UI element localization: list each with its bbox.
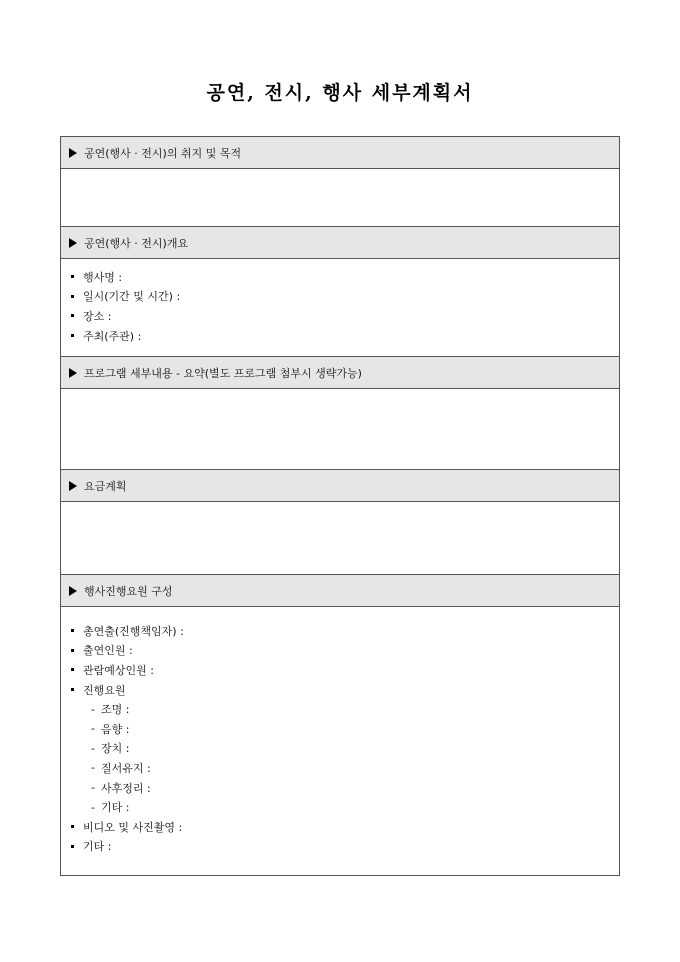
section-body-program (61, 389, 619, 470)
sub-list-item: - 음향 : (91, 722, 130, 736)
list-item: 진행요원 (71, 680, 184, 700)
list-item: 출연인원 : (71, 641, 184, 661)
sub-list-item: - 질서유지 : (91, 761, 151, 775)
sub-list-item: - 장치 : (91, 741, 130, 756)
bullet-icon (71, 314, 74, 317)
section-header-program (61, 356, 619, 389)
triangle-icon (69, 481, 77, 491)
bullet-icon (71, 295, 74, 298)
bullet-icon (71, 825, 74, 828)
bullet-icon (71, 629, 74, 632)
list-item: 비디오 및 사진촬영 : (71, 817, 184, 837)
triangle-icon (69, 148, 77, 158)
plan-form (60, 136, 620, 876)
list-item: 일시(기간 및 시간) : (71, 287, 180, 307)
list-item: 주최(주관) : (71, 326, 180, 346)
list-item: 행사명 : (71, 267, 180, 287)
section-header-overview (61, 226, 619, 259)
section-body-purpose (61, 169, 619, 227)
document-title: 공연, 전시, 행사 세부계획서 (206, 82, 474, 104)
bullet-icon (71, 649, 74, 652)
triangle-icon (69, 368, 77, 378)
section-header-fee (61, 469, 619, 502)
section-body-overview (71, 267, 180, 345)
section-header-staff (61, 574, 619, 607)
section-title-purpose: 공연(행사 · 전시)의 취지 및 목적 (84, 146, 242, 160)
section-title-staff: 행사진행요원 구성 (84, 584, 173, 598)
bullet-icon (71, 845, 74, 848)
bullet-icon (71, 668, 74, 671)
section-body-fee (61, 502, 619, 575)
list-item: 총연출(진행책임자) : (71, 621, 184, 641)
triangle-icon (69, 586, 77, 596)
bullet-icon (71, 275, 74, 278)
list-item: 장소 : (71, 306, 180, 326)
section-header-purpose (61, 137, 619, 169)
section-title-overview: 공연(행사 · 전시)개요 (84, 236, 189, 250)
bullet-icon (71, 334, 74, 337)
triangle-icon (69, 238, 77, 248)
sub-list-item: - 기타 : (91, 800, 130, 815)
bullet-icon (71, 688, 74, 691)
list-item: 기타 : (71, 837, 184, 857)
list-item: 관람예상인원 : (71, 660, 184, 680)
sub-list-item: - 사후정리 : (91, 781, 151, 795)
section-title-program: 프로그램 세부내용 - 요약(별도 프로그램 첨부시 생략가능) (84, 366, 362, 380)
sub-list-item: - 조명 : (91, 702, 130, 717)
section-body-staff (71, 621, 184, 856)
section-title-fee: 요금계획 (84, 479, 127, 493)
